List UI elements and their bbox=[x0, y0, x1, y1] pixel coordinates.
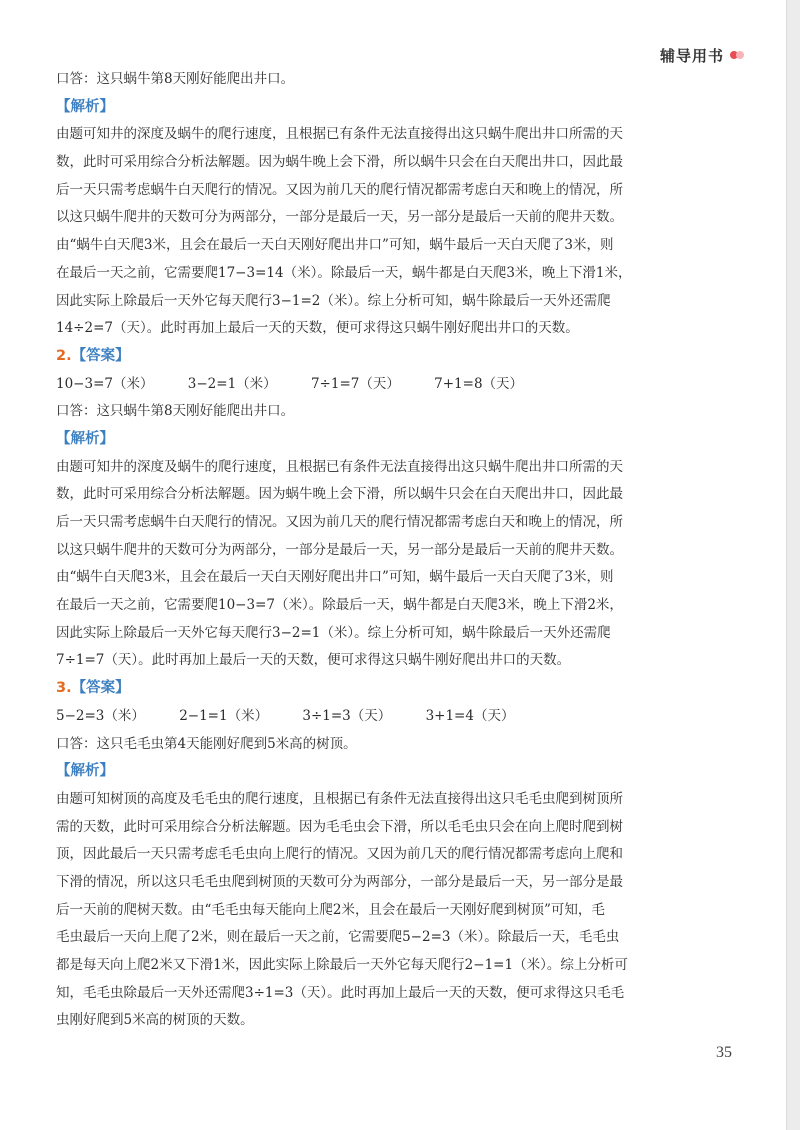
pink-dot-icon bbox=[736, 51, 744, 59]
equation: 10−3=7（米） bbox=[56, 375, 154, 392]
analysis-heading bbox=[56, 426, 746, 454]
header-title: 辅导用书 bbox=[659, 46, 724, 65]
text-line: 由题可知井的深度及蜗牛的爬行速度，且根据已有条件无法直接得出这只蜗牛爬出井口所需的天 bbox=[56, 126, 623, 143]
text-line: 数，此时可采用综合分析法解题。因为蜗牛晚上会下滑，所以蜗牛只会在白天爬出井口，因此最 bbox=[56, 486, 623, 503]
page-header bbox=[660, 44, 744, 66]
text-line: 因此实际上除最后一天外它每天爬行3−2=1（米）。综上分析可知，蜗牛除最后一天外还需爬 bbox=[56, 624, 611, 641]
text-line: 以这只蜗牛爬井的天数可分为两部分，一部分是最后一天，另一部分是最后一天前的爬井天数。 bbox=[56, 541, 623, 558]
analysis-heading bbox=[56, 94, 746, 122]
text-line: 由“蜗牛白天爬3米，且会在最后一天白天刚好爬出井口”可知，蜗牛最后一天白天爬了3米，则 bbox=[56, 569, 614, 586]
text-line: 下滑的情况，所以这只毛毛虫爬到树顶的天数可分为两部分，一部分是最后一天，另一部分是最 bbox=[56, 873, 623, 890]
text-line: 需的天数，此时可采用综合分析法解题。因为毛毛虫会下滑，所以毛毛虫只会在向上爬时爬到树 bbox=[56, 818, 623, 835]
text-line: 由题可知树顶的高度及毛毛虫的爬行速度，且根据已有条件无法直接得出这只毛毛虫爬到树顶所 bbox=[56, 790, 623, 807]
text-line: 后一天只需考虑蜗牛白天爬行的情况。又因为前几天的爬行情况都需考虑白天和晚上的情况，所 bbox=[56, 181, 623, 198]
text-line: 因此实际上除最后一天外它每天爬行3−1=2（米）。综上分析可知，蜗牛除最后一天外还需爬 bbox=[56, 292, 611, 309]
text-line: 后一天前的爬树天数。由“毛毛虫每天能向上爬2米，且会在最后一天刚好爬到树顶”可知，毛 bbox=[56, 901, 605, 918]
text-line: 由“蜗牛白天爬3米，且会在最后一天白天刚好爬出井口”可知，蜗牛最后一天白天爬了3米，则 bbox=[56, 237, 614, 254]
text-line: 口答：这只蜗牛第8天刚好能爬出井口。 bbox=[56, 403, 295, 420]
equation-line bbox=[56, 371, 746, 399]
page-content bbox=[56, 66, 746, 1035]
analysis-tag: 【解析】 bbox=[56, 763, 114, 780]
text-line: 口答：这只蜗牛第8天刚好能爬出井口。 bbox=[56, 71, 295, 87]
page-number: 35 bbox=[716, 1044, 732, 1061]
equation: 3−2=1（米） bbox=[187, 375, 277, 392]
text-line: 虫刚好爬到5米高的树顶的天数。 bbox=[56, 1012, 254, 1029]
analysis-tag: 【解析】 bbox=[56, 98, 114, 115]
page-edge bbox=[786, 0, 800, 1130]
analysis-tag: 【解析】 bbox=[56, 430, 114, 447]
header-dots-icon bbox=[730, 51, 744, 59]
text-line: 以这只蜗牛爬井的天数可分为两部分，一部分是最后一天，另一部分是最后一天前的爬井天数。 bbox=[56, 209, 623, 226]
question-number: 3. bbox=[56, 680, 72, 697]
equation-line bbox=[56, 703, 746, 731]
text-line: 在最后一天之前，它需要爬17−3=14（米）。除最后一天，蜗牛都是白天爬3米，晚上下滑1米， bbox=[56, 264, 632, 281]
answer-tag: 【答案】 bbox=[71, 680, 130, 697]
text-line: 14÷2=7（天）。此时再加上最后一天的天数，便可求得这只蜗牛刚好爬出井口的天数。 bbox=[56, 320, 579, 337]
text-line: 顶，因此最后一天只需考虑毛毛虫向上爬行的情况。又因为前几天的爬行情况都需考虑向上爬和 bbox=[56, 846, 623, 863]
text-line: 数，此时可采用综合分析法解题。因为蜗牛晚上会下滑，所以蜗牛只会在白天爬出井口，因此最 bbox=[56, 154, 623, 171]
text-line: 7÷1=7（天）。此时再加上最后一天的天数，便可求得这只蜗牛刚好爬出井口的天数。 bbox=[56, 652, 571, 669]
answer-heading-q2 bbox=[56, 343, 746, 371]
answer-tag: 【答案】 bbox=[71, 347, 130, 364]
text-line: 毛虫最后一天向上爬了2米，则在最后一天之前，它需要爬5−2=3（米）。除最后一天，毛毛虫 bbox=[56, 929, 620, 946]
answer-heading-q3 bbox=[56, 675, 746, 703]
equation: 3÷1=3（天） bbox=[302, 707, 392, 724]
equation: 7÷1=7（天） bbox=[310, 375, 400, 392]
equation: 7+1=8（天） bbox=[434, 375, 524, 392]
equation: 5−2=3（米） bbox=[56, 707, 145, 724]
text-line: 由题可知井的深度及蜗牛的爬行速度，且根据已有条件无法直接得出这只蜗牛爬出井口所需的天 bbox=[56, 458, 623, 475]
text-line: 口答：这只毛毛虫第4天能刚好爬到5米高的树顶。 bbox=[56, 735, 357, 752]
text-line: 知，毛毛虫除最后一天外还需爬3÷1=3（天）。此时再加上最后一天的天数，便可求得这只毛毛 bbox=[56, 984, 625, 1001]
analysis-heading bbox=[56, 758, 746, 786]
equation: 2−1=1（米） bbox=[179, 707, 269, 724]
text-line: 都是每天向上爬2米又下滑1米，因此实际上除最后一天外它每天爬行2−1=1（米）。综上分析可 bbox=[56, 957, 628, 973]
text-line: 后一天只需考虑蜗牛白天爬行的情况。又因为前几天的爬行情况都需考虑白天和晚上的情况，所 bbox=[56, 514, 623, 530]
text-line: 在最后一天之前，它需要爬10−3=7（米）。除最后一天，蜗牛都是白天爬3米，晚上下滑2米， bbox=[56, 597, 623, 614]
question-number: 2. bbox=[56, 347, 72, 364]
equation: 3+1=4（天） bbox=[425, 707, 515, 724]
